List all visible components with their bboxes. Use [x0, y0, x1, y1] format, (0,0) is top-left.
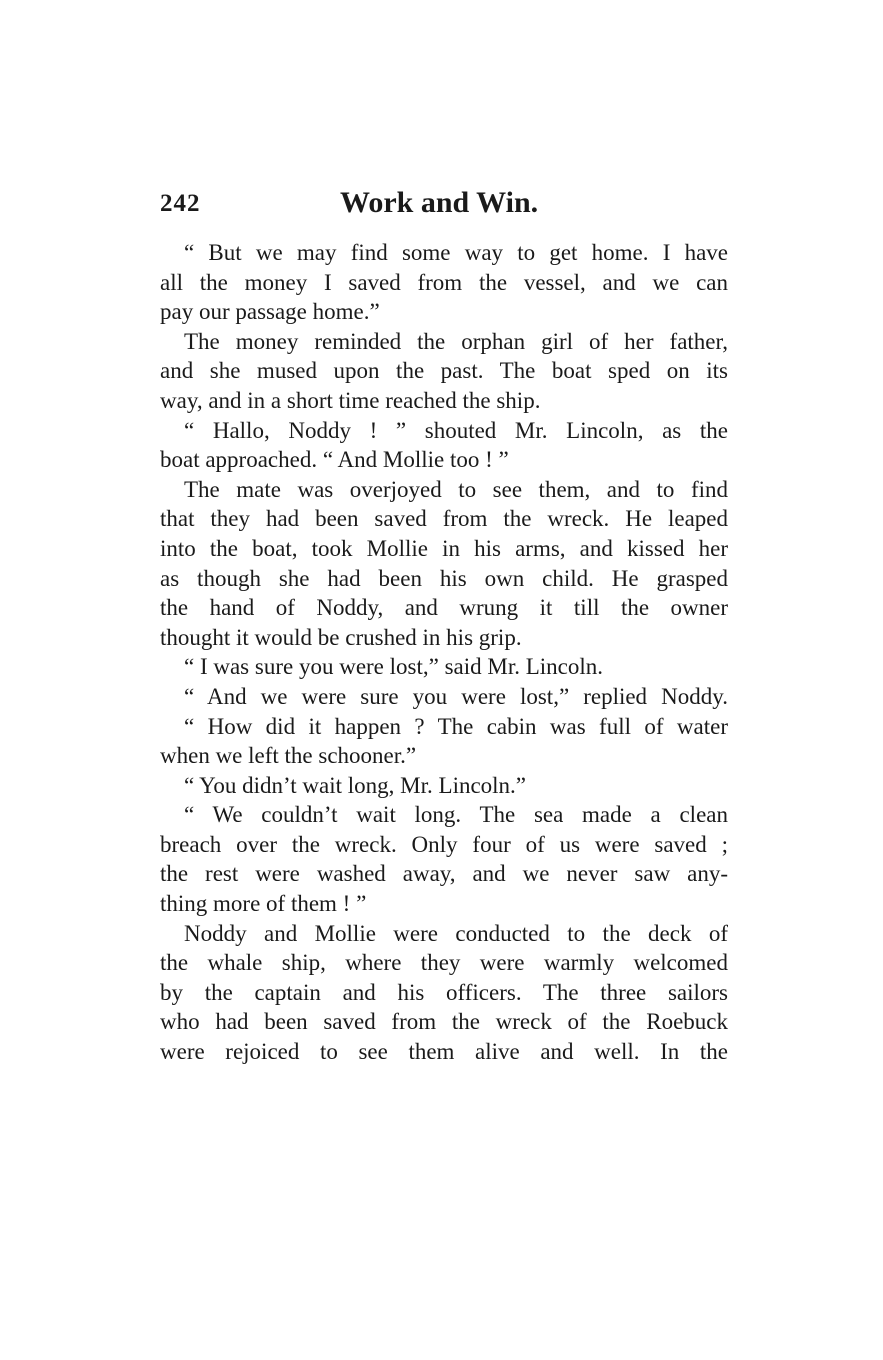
text-line: thing more of them ! ”	[160, 891, 367, 917]
text-line: “ And we were sure you were lost,” replied Noddy.	[184, 683, 728, 709]
text-line: “ We couldn’t wait long. The sea made a clean	[184, 802, 728, 828]
text-line: The money reminded the orphan girl of her father,	[184, 328, 728, 354]
running-title: Work and Win.	[340, 186, 539, 219]
text-line: The mate was overjoyed to see them, and to find	[184, 476, 728, 502]
text-line: way, and in a short time reached the ship.	[160, 387, 541, 413]
text-line: “ I was sure you were lost,” said Mr. Lincoln.	[184, 654, 604, 680]
text-line: when we left the schooner.”	[160, 743, 417, 769]
text-line: “ How did it happen ? The cabin was full of water	[184, 713, 728, 739]
text-line: boat approached. “ And Mollie too ! ”	[160, 447, 509, 473]
running-head	[160, 186, 728, 222]
text-line: who had been saved from the wreck of the Roebuck	[160, 1009, 728, 1035]
text-line: that they had been saved from the wreck. He leaped	[160, 506, 728, 532]
text-line: were rejoiced to see them alive and well. In the	[160, 1039, 728, 1065]
text-line: by the captain and his officers. The three sailors	[160, 979, 728, 1005]
text-line: the hand of Noddy, and wrung it till the owner	[160, 595, 728, 621]
text-line: “ But we may find some way to get home. I have	[184, 240, 728, 265]
body-text	[160, 238, 728, 1067]
text-line: all the money I saved from the vessel, and we can	[160, 269, 728, 295]
text-line: pay our passage home.”	[160, 299, 380, 325]
text-line: breach over the wreck. Only four of us were saved ;	[160, 831, 728, 857]
text-line: and she mused upon the past. The boat sped on its	[160, 358, 728, 384]
text-line: as though she had been his own child. He grasped	[160, 565, 728, 591]
text-line: the rest were washed away, and we never saw any-	[160, 861, 728, 887]
text-line: “ You didn’t wait long, Mr. Lincoln.”	[184, 772, 527, 798]
text-line: into the boat, took Mollie in his arms, and kissed her	[160, 535, 728, 561]
text-line: “ Hallo, Noddy ! ” shouted Mr. Lincoln, as the	[184, 417, 728, 443]
text-line: Noddy and Mollie were conducted to the deck of	[184, 920, 728, 946]
text-line: thought it would be crushed in his grip.	[160, 624, 522, 650]
page-number: 242	[160, 190, 201, 217]
text-line: the whale ship, where they were warmly welcomed	[160, 950, 728, 976]
